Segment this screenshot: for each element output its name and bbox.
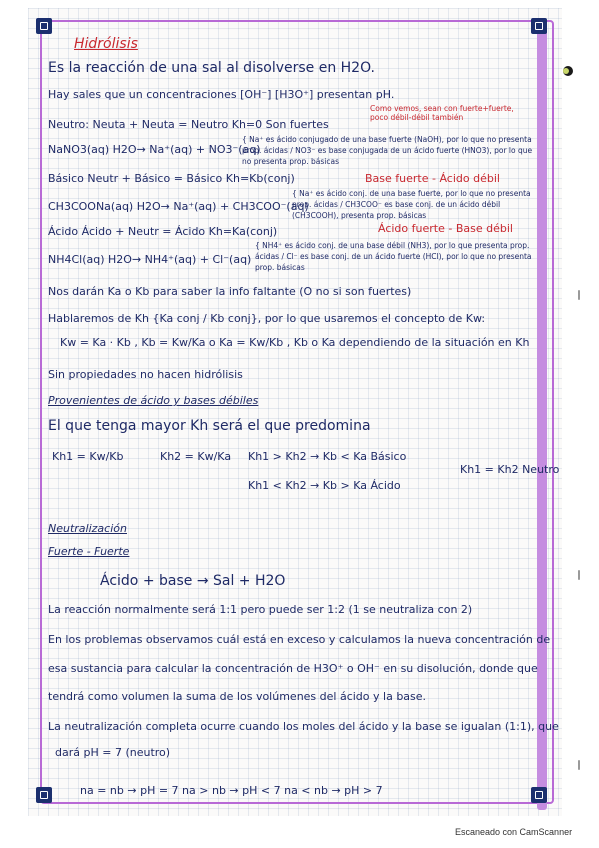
- note-line: Hablaremos de Kh {Ka conj / Kb conj}, por lo que usaremos el concepto de Kw:: [48, 312, 486, 325]
- note-line: Sin propiedades no hacen hidrólisis: [48, 368, 243, 381]
- note-acido: { NH4⁺ es ácido conj. de una base débil (NH3), por lo que presenta prop. ácidas / Cl⁻ es base conj. de un ácido fuerte (HCl), por lo que no presenta prop. básicas: [255, 241, 532, 272]
- compare-basico: Kh1 > Kh2 → Kb < Ka Básico: [248, 450, 407, 463]
- corner-mark-bottom-left-icon: [36, 787, 52, 803]
- note-neutro: { Na⁺ es ácido conjugado de una base fuerte (NaOH), por lo que no presenta prop. ácidas / NO3⁻ es base conjugada de un ácido fuerte (HNO3), por lo que no presenta prop. básicas: [242, 135, 533, 166]
- corner-mark-bottom-right-icon: [531, 787, 547, 803]
- scanner-watermark: Escaneado con CamScanner: [455, 827, 573, 837]
- section-title-fuerte-fuerte: Fuerte - Fuerte: [48, 545, 130, 558]
- equation-neutro: NaNO3(aq) H2O→ Na⁺(aq) + NO3⁻(aq): [48, 143, 261, 156]
- note-line: esa sustancia para calcular la concentración de H3O⁺ o OH⁻ en su disolución, donde que: [48, 662, 538, 675]
- equation-basico: CH3COONa(aq) H2O→ Na⁺(aq) + CH3COO⁻(aq): [48, 200, 309, 213]
- note-line: La reacción normalmente será 1:1 pero puede ser 1:2 (1 se neutraliza con 2): [48, 603, 473, 616]
- margin-marker-icon: [563, 66, 573, 76]
- formula-kh2: Kh2 = Kw/Ka: [160, 450, 232, 463]
- compare-acido: Kh1 < Kh2 → Kb > Ka Ácido: [248, 479, 401, 492]
- section-title-neutralizacion: Neutralización: [48, 522, 127, 535]
- note-basico: { Na⁺ es ácido conj. de una base fuerte, por lo que no presenta prop. ácidas / CH3COO⁻ es base conj. de un ácido débil (CH3COOH), presenta prop. básicas: [292, 189, 531, 220]
- red-note: Ácido fuerte - Base débil: [378, 222, 513, 235]
- red-note: Como vemos, sean con fuerte+fuerte, poco débil-débil también: [370, 104, 514, 122]
- section-title-hidrolisis: Hidrólisis: [74, 36, 138, 52]
- edge-mark: [578, 570, 580, 580]
- heading-basico: Básico Neutr + Básico = Básico Kh=Kb(conj): [48, 172, 295, 185]
- equation-acido: NH4Cl(aq) H2O→ NH4⁺(aq) + Cl⁻(aq): [48, 253, 252, 266]
- section-title-debiles: Provenientes de ácido y bases débiles: [48, 394, 259, 407]
- edge-mark: [578, 290, 580, 300]
- heading-neutro: Neutro: Neuta + Neuta = Neutro Kh=0 Son fuertes: [48, 118, 329, 131]
- heading-acido: Ácido Ácido + Neutr = Ácido Kh=Ka(conj): [48, 225, 278, 238]
- note-line: tendrá como volumen la suma de los volúmenes del ácido y la base.: [48, 690, 427, 703]
- note-line: Nos darán Ka o Kb para saber la info faltante (O no si son fuertes): [48, 285, 412, 298]
- corner-mark-top-left-icon: [36, 18, 52, 34]
- edge-mark: [578, 760, 580, 770]
- note-line: dará pH = 7 (neutro): [55, 746, 171, 759]
- note-line: El que tenga mayor Kh será el que predomina: [48, 418, 371, 434]
- compare-neutro: Kh1 = Kh2 Neutro: [460, 463, 560, 476]
- note-line: La neutralización completa ocurre cuando los moles del ácido y la base se igualan (1:1), que: [48, 720, 559, 733]
- formula-kh1: Kh1 = Kw/Kb: [52, 450, 124, 463]
- summary-line: na = nb → pH = 7 na > nb → pH < 7 na < nb → pH > 7: [80, 784, 383, 797]
- formula-line: Kw = Ka · Kb , Kb = Kw/Ka o Ka = Kw/Kb , Kb o Ka dependiendo de la situación en Kh: [60, 336, 530, 349]
- note-line: Es la reacción de una sal al disolverse en H2O.: [48, 60, 375, 76]
- reaction-line: Ácido + base → Sal + H2O: [100, 573, 286, 589]
- corner-mark-top-right-icon: [531, 18, 547, 34]
- red-note: Base fuerte - Ácido débil: [365, 172, 500, 185]
- note-line: En los problemas observamos cuál está en exceso y calculamos la nueva concentración de: [48, 633, 551, 646]
- note-line: Hay sales que un concentraciones [OH⁻] [H3O⁺] presentan pH.: [48, 88, 395, 101]
